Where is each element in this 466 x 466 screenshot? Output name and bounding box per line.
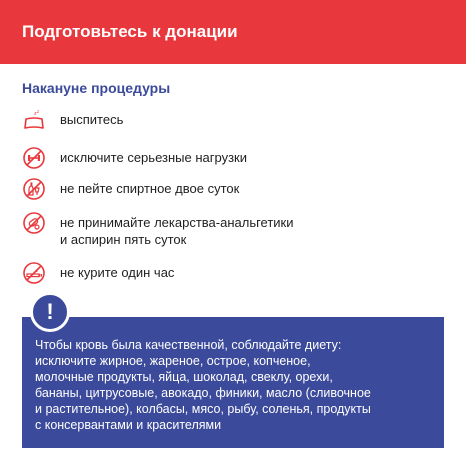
no-pills-icon <box>22 211 46 235</box>
info-text-line: исключите жирное, жареное, острое, копченое, <box>35 354 311 368</box>
item-text-line: и аспирин пять суток <box>60 232 187 247</box>
exclamation-icon: ! <box>30 292 70 332</box>
diet-info-box <box>22 317 444 448</box>
list-item-medication <box>22 211 294 248</box>
no-alcohol-icon <box>22 177 46 201</box>
list-item-smoking <box>22 261 174 285</box>
section-title: Накануне процедуры <box>22 80 171 96</box>
pillow-sleep-icon <box>22 108 46 132</box>
svg-text:z: z <box>34 111 37 117</box>
item-text-line: исключите серьезные нагрузки <box>60 150 247 165</box>
list-item-alcohol <box>22 177 239 201</box>
header-banner <box>0 0 466 64</box>
page-title: Подготовьтесь к донации <box>22 22 238 41</box>
info-text-line: с консервантами и красителями <box>35 418 222 432</box>
info-text-line: и растительное), колбасы, мясо, рыбу, соленья, продукты <box>35 402 371 416</box>
info-text-line: молочные продукты, яйца, шоколад, свеклу, орехи, <box>35 370 333 384</box>
list-item-sleep <box>22 108 123 132</box>
no-smoking-icon <box>22 261 46 285</box>
item-text-line: выспитесь <box>60 112 124 127</box>
item-text-line: не курите один час <box>60 265 175 280</box>
item-text-line: не принимайте лекарства-анальгетики <box>60 215 294 230</box>
item-text-line: не пейте спиртное двое суток <box>60 181 240 196</box>
info-text-line: Чтобы кровь была качественной, соблюдайте диету: <box>35 338 342 352</box>
info-text-line: бананы, цитрусовые, авокадо, финики, масло (сливочное <box>35 386 371 400</box>
no-dumbbell-icon <box>22 146 46 170</box>
list-item-exercise <box>22 146 247 170</box>
svg-text:z: z <box>37 109 40 114</box>
